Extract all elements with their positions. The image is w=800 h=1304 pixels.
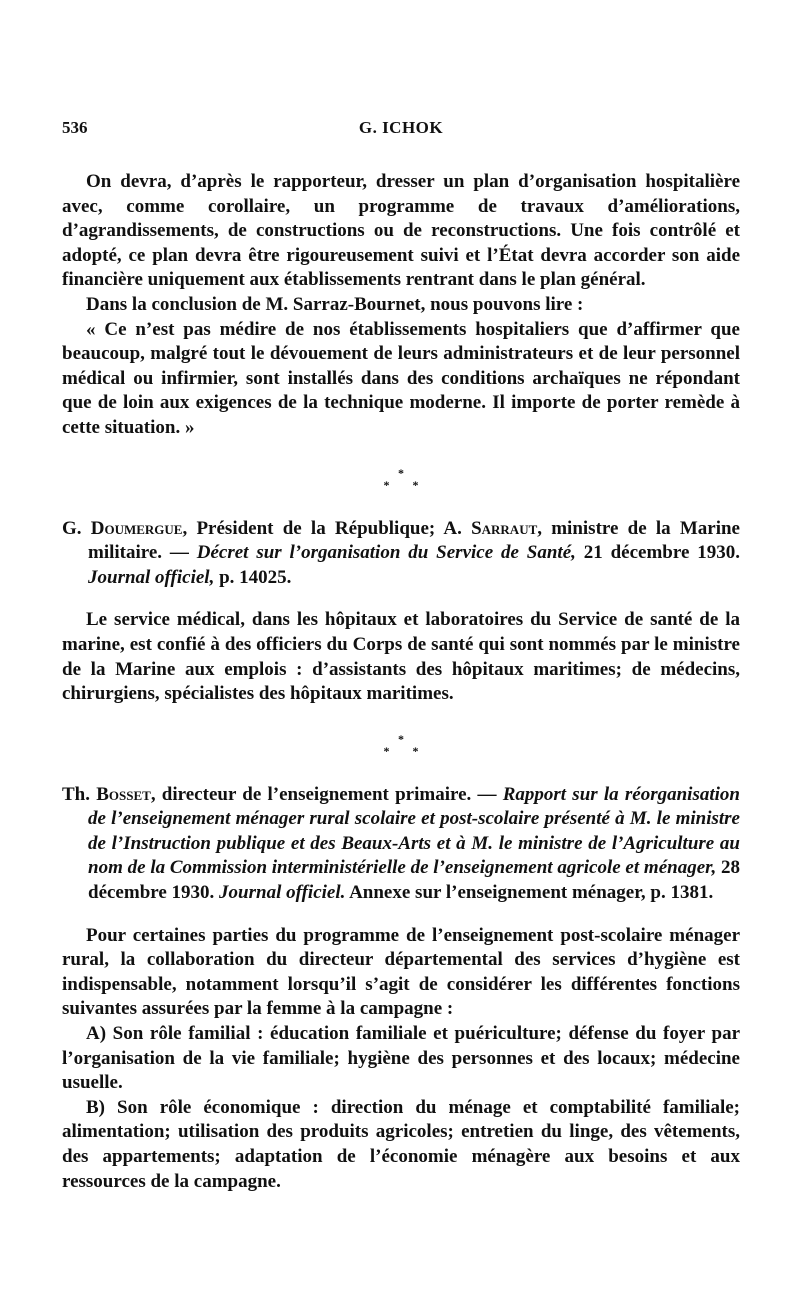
citation-date: 21 décembre 1930. (575, 542, 740, 564)
citation-date: 28 décembre 1930. (88, 857, 740, 904)
asterisk-bottom: * * (383, 743, 429, 758)
author-initial: G. (62, 517, 91, 539)
author-initial: Th. (62, 783, 97, 805)
citation-title: Rapport sur la réorganisation de l’enseignement ménager rural scolaire et post-scolaire présenté à M. le ministre de l’Instruction publique et des Beaux-Arts et à M. le ministre de l’Agriculture au nom de la Commission interministérielle de l’enseignement agricole et ménager, (88, 783, 740, 879)
author-name: Doumergue (90, 517, 183, 539)
citation-report (62, 783, 740, 906)
paragraph: Le service médical, dans les hôpitaux et laboratoires du Service de santé de la marine, est confié à des officiers du Corps de santé qui sont nommés par le ministre de la Marine aux emplois : d’assistants des hôpitaux maritimes; de médecins, chirurgiens, spécialistes des hôpitaux maritimes. (62, 609, 740, 705)
section-separator (62, 467, 740, 491)
section-separator (62, 733, 740, 757)
list-item: B) Son rôle économique : direction du ménage et comptabilité familiale; alimentation; utilisation des produits agricoles; entretien du linge, des vêtements, des appartements; adaptation de l’économie ménagère aux besoins et aux ressources de la campagne. (62, 1096, 740, 1192)
author-role: , ministre de la Marine militaire. — (88, 517, 740, 564)
paragraph: On devra, d’après le rapporteur, dresser un plan d’organisation hospitalière avec, comme corollaire, un programme de travaux d’améliorations, d’agrandissements, de constructions ou de reconstructions. Une fois contrôlé et adopté, ce plan devra être rigoureusement suivi et l’État devra accorder son aide financière uniquement aux établissements rentrant dans le plan général. (62, 171, 740, 291)
journal-name: Journal officiel, (88, 566, 215, 588)
citation-decree (62, 517, 740, 591)
page-number: 536 (62, 118, 88, 137)
paragraph: Dans la conclusion de M. Sarraz-Bournet, nous pouvons lire : (86, 293, 584, 315)
page (62, 118, 740, 1194)
journal-name: Journal officiel. (219, 882, 346, 904)
page-header (62, 118, 740, 148)
asterisk-top: * (398, 465, 404, 480)
author-name: Bosset (96, 783, 151, 805)
running-head: G. ICHOK (358, 118, 444, 137)
citation-page: p. 14025. (214, 566, 292, 588)
citation-annex: Annexe sur l’enseignement ménager, p. 1381. (345, 882, 714, 904)
list-item: A) Son rôle familial : éducation familiale et puériculture; défense du foyer par l’organisation de la vie familiale; hygiène des personnes et des locaux; médecine usuelle. (62, 1023, 740, 1094)
citation-title: Décret sur l’organisation du Service de Santé, (196, 542, 576, 564)
author-role: , Président de la République; A. (182, 517, 472, 539)
author-name: Sarraut (471, 517, 538, 539)
author-role: , directeur de l’enseignement primaire. — (150, 783, 503, 805)
quotation: « Ce n’est pas médire de nos établissements hospitaliers que d’affirmer que beaucoup, malgré tout le dévouement de leurs administrateurs et de leur personnel médical ou infirmier, sont installés dans des conditions archaïques ne répondant que de loin aux exigences de la technique moderne. Il importe de porter remède à cette situation. » (62, 318, 740, 438)
paragraph: Pour certaines parties du programme de l’enseignement post-scolaire ménager rural, la collaboration du directeur départemental des services d’hygiène est indispensable, notamment lorsqu’il s’agit de considérer les différentes fonctions suivantes assurées par la femme à la campagne : (62, 924, 740, 1020)
asterisk-top: * (398, 731, 404, 746)
asterisk-bottom: * * (383, 477, 429, 492)
